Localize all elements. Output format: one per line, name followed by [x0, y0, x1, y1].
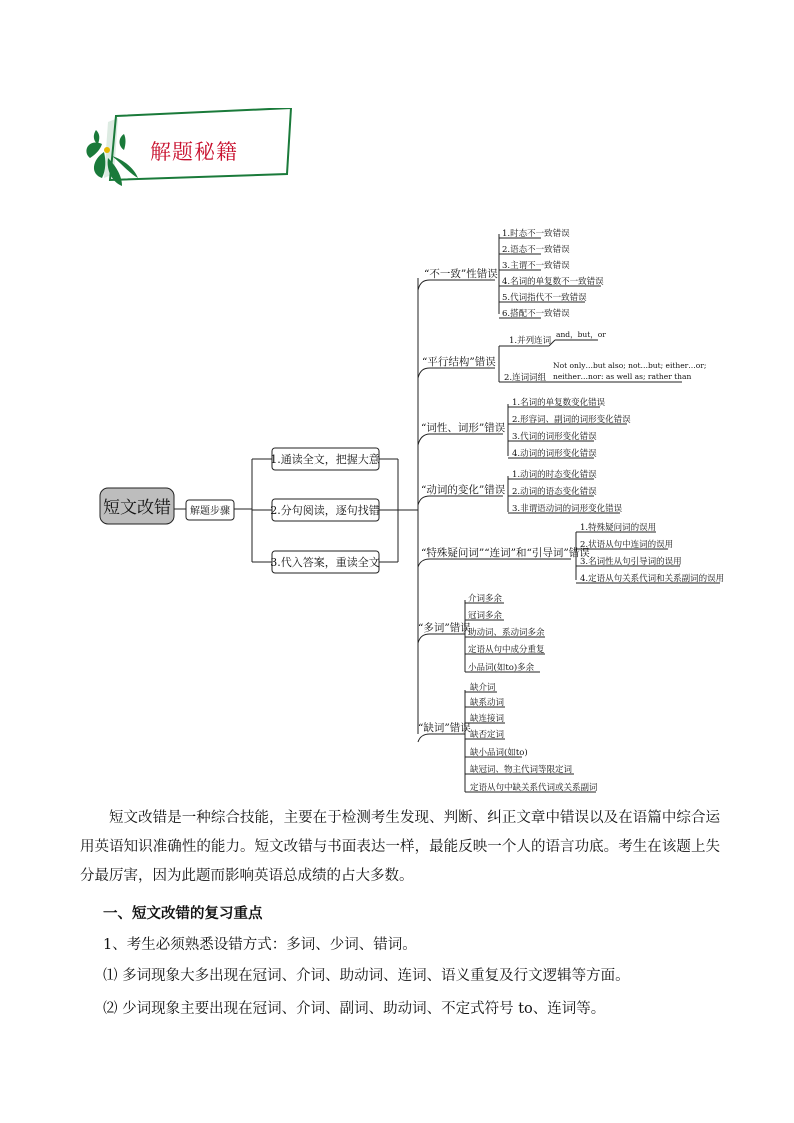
- section-heading: 一、短文改错的复习重点: [103, 905, 263, 922]
- note-label: neither…nor: as well as; rather than: [553, 372, 692, 381]
- section-banner-title: 解题秘籍: [150, 140, 238, 164]
- item-label: 缺小品词(如to): [470, 748, 528, 758]
- item-label: 冠词多余: [468, 611, 503, 621]
- item-label: 2.动词的语态变化错误: [512, 487, 597, 497]
- item-label: 2.形容词、副词的词形变化错误: [512, 415, 631, 425]
- item-label: 缺冠词、物主代词等限定词: [470, 765, 573, 775]
- steps-node: 解题步骤: [190, 506, 230, 517]
- category-label: “缺词”错误: [418, 722, 471, 734]
- item-label: 4.名词的单复数不一致错误: [502, 277, 604, 287]
- item-label: 3.主谓不一致错误: [502, 261, 570, 271]
- item-label: 3.非谓语动词的词形变化错误: [512, 504, 623, 514]
- category-label: “不一致”性错误: [424, 268, 498, 280]
- body-line: ⑴ 多词现象大多出现在冠词、介词、助动词、连词、语义重复及行文逻辑等方面。: [103, 968, 630, 984]
- body-line: ⑵ 少词现象主要出现在冠词、介词、副词、助动词、不定式符号 to、连词等。: [103, 1001, 606, 1017]
- item-label: 缺介词: [470, 683, 496, 693]
- item-label: 1.特殊疑问词的误用: [580, 523, 657, 533]
- item-label: 缺系动词: [470, 698, 505, 708]
- step-node: 2.分句阅读，逐句找错: [270, 504, 380, 517]
- item-label: 小品词(如to)多余: [468, 663, 535, 673]
- item-label: 2.连词词组: [504, 373, 547, 383]
- item-label: 1.时态不一致错误: [502, 229, 570, 239]
- item-label: 缺否定词: [470, 730, 505, 740]
- item-label: 助动词、系动词多余: [468, 628, 545, 638]
- item-label: 定语从句中缺关系代词或关系副词: [470, 783, 598, 793]
- root-node: 短文改错: [103, 498, 171, 518]
- step-node: 1.通读全文，把握大意: [270, 453, 380, 466]
- item-label: 4.定语从句关系代词和关系副词的误用: [580, 574, 725, 584]
- category-label: “平行结构”错误: [422, 356, 496, 368]
- note-label: Not only…but also; not…but; either…or;: [553, 361, 707, 370]
- item-label: 3.代词的词形变化错误: [512, 432, 597, 442]
- item-label: 定语从句中成分重复: [468, 645, 545, 655]
- item-label: 1.并列连词: [509, 336, 552, 346]
- body-line: 1、考生必须熟悉设错方式：多词、少词、错词。: [103, 937, 417, 953]
- category-label: “多词”错误: [418, 622, 471, 634]
- intro-paragraph: 短文改错是一种综合技能，主要在于检测考生发现、判断、纠正文章中错误以及在语篇中综合运用英语知识准确性的能力。短文改错与书面表达一样，最能反映一个人的语言功底。考生在该题上失分最厉害，因为此题而影响英语总成绩的占大多数。: [80, 810, 720, 884]
- item-label: 2.状语从句中连词的误用: [580, 540, 674, 550]
- step-node: 3.代入答案，重读全文: [270, 556, 380, 569]
- category-label: “特殊疑问词”“连词”和“引导词”错误: [421, 547, 590, 559]
- item-label: 2.语态不一致错误: [502, 245, 570, 255]
- item-label: 3.名词性从句引导词的误用: [580, 557, 682, 567]
- item-label: 5.代词指代不一致错误: [502, 293, 587, 303]
- note-label: and，but，or: [556, 330, 606, 339]
- category-label: “词性、词形”错误: [421, 422, 506, 434]
- item-label: 缺连接词: [470, 714, 505, 724]
- item-label: 1.动词的时态变化错误: [512, 470, 597, 480]
- item-label: 6.搭配不一致错误: [502, 309, 570, 319]
- category-label: “动词的变化”错误: [421, 484, 506, 496]
- item-label: 介词多余: [468, 594, 503, 604]
- item-label: 1.名词的单复数变化错误: [512, 398, 606, 408]
- item-label: 4.动词的词形变化错误: [512, 449, 597, 459]
